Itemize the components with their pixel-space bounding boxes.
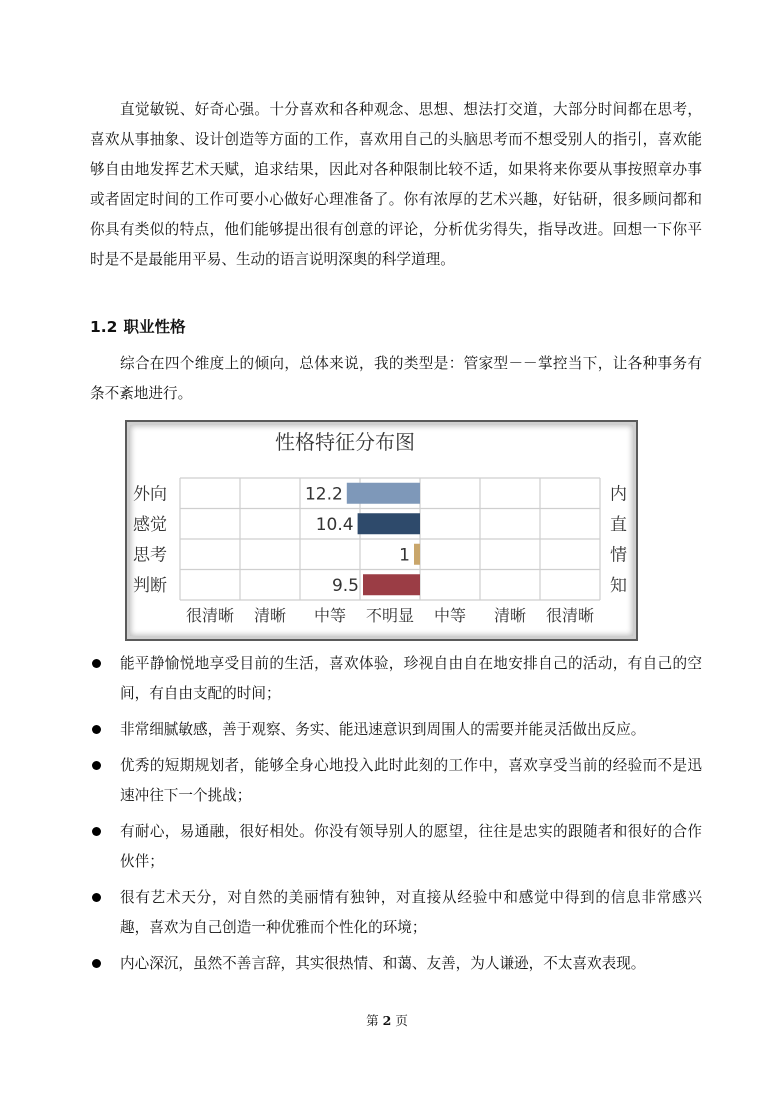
list-item-text: 能平静愉悦地享受目前的生活，喜欢体验，珍视自由自在地安排自己的活动，有自己的空间，有自由支配的时间； <box>120 655 702 702</box>
right-label: 内 <box>610 484 627 505</box>
page-footer <box>0 1011 774 1031</box>
bar-value-label: 10.4 <box>315 514 354 535</box>
section-number: 1.2 <box>90 318 118 336</box>
bar <box>414 544 420 565</box>
list-item <box>90 883 702 943</box>
category-label: 判断 <box>133 575 167 596</box>
bar <box>347 483 420 504</box>
trait-list <box>90 649 702 985</box>
x-tick-label: 中等 <box>313 606 347 625</box>
list-item-text: 内心深沉，虽然不善言辞，其实很热情、和蔼、友善，为人谦逊，不太喜欢表现。 <box>120 955 646 972</box>
summary-paragraph: 综合在四个维度上的倾向，总体来说，我的类型是：管家型－－掌控当下，让各种事务有条不紊地进行。 <box>90 355 702 402</box>
x-tick-label: 很清晰 <box>185 606 235 625</box>
list-item <box>90 751 702 811</box>
chart-canvas <box>127 422 636 639</box>
personality-chart <box>125 420 638 641</box>
bullet-dot-icon <box>92 893 101 902</box>
footer-prefix: 第 <box>366 1013 379 1028</box>
x-tick-label: 清晰 <box>493 606 527 625</box>
intro-paragraph: 直觉敏锐、好奇心强。十分喜欢和各种观念、思想、想法打交道，大部分时间都在思考，喜欢从事抽象、设计创造等方面的工作，喜欢用自己的头脑思考而不想受别人的指引，喜欢能够自由地发挥艺术天赋，追求结果，因此对各种限制比较不适，如果将来你要从事按照章办事或者固定时间的工作可要小心做好心理准备了。你有浓厚的艺术兴趣，好钻研，很多顾问都和你具有类似的特点，他们能够提出很有创意的评论，分析优劣得失，指导改进。回想一下你平时是不是最能用平易、生动的语言说明深奥的科学道理。 <box>90 101 702 268</box>
list-item <box>90 715 702 745</box>
list-item-text: 非常细腻敏感，善于观察、务实、能迅速意识到周围人的需要并能灵活做出反应。 <box>120 721 646 738</box>
list-item <box>90 649 702 709</box>
footer-suffix: 页 <box>395 1013 408 1028</box>
right-label: 情 <box>610 545 627 566</box>
category-label: 思考 <box>133 545 167 566</box>
category-label: 感觉 <box>133 514 167 535</box>
list-item-text: 很有艺术天分，对自然的美丽情有独钟，对直接从经验中和感觉中得到的信息非常感兴趣，喜欢为自己创造一种优雅而个性化的环境； <box>120 889 702 936</box>
bullet-dot-icon <box>92 725 101 734</box>
list-item-text: 优秀的短期规划者，能够全身心地投入此时此刻的工作中，喜欢享受当前的经验而不是迅速冲往下一个挑战； <box>120 757 702 804</box>
page-number: 2 <box>382 1013 392 1028</box>
x-tick-label: 清晰 <box>253 606 287 625</box>
bar-value-label: 1 <box>399 545 410 566</box>
bullet-dot-icon <box>92 659 101 668</box>
right-label: 知 <box>610 575 627 596</box>
x-tick-label: 中等 <box>433 606 467 625</box>
x-tick-label: 不明显 <box>365 606 415 625</box>
right-label: 直 <box>610 514 627 535</box>
list-item-text: 有耐心，易通融，很好相处。你没有领导别人的愿望，往往是忠实的跟随者和很好的合作伙伴； <box>120 823 702 870</box>
category-label: 外向 <box>133 484 167 505</box>
bullet-dot-icon <box>92 959 101 968</box>
bullet-dot-icon <box>92 827 101 836</box>
bullet-dot-icon <box>92 761 101 770</box>
bar-value-label: 9.5 <box>331 575 359 596</box>
list-item <box>90 949 702 979</box>
chart-title: 性格特征分布图 <box>275 430 415 454</box>
list-item <box>90 817 702 877</box>
bar-value-label: 12.2 <box>304 484 343 505</box>
section-title: 职业性格 <box>123 318 186 336</box>
section-heading <box>90 313 185 341</box>
bar <box>358 513 420 534</box>
x-tick-label: 很清晰 <box>545 606 595 625</box>
bar <box>363 574 420 595</box>
